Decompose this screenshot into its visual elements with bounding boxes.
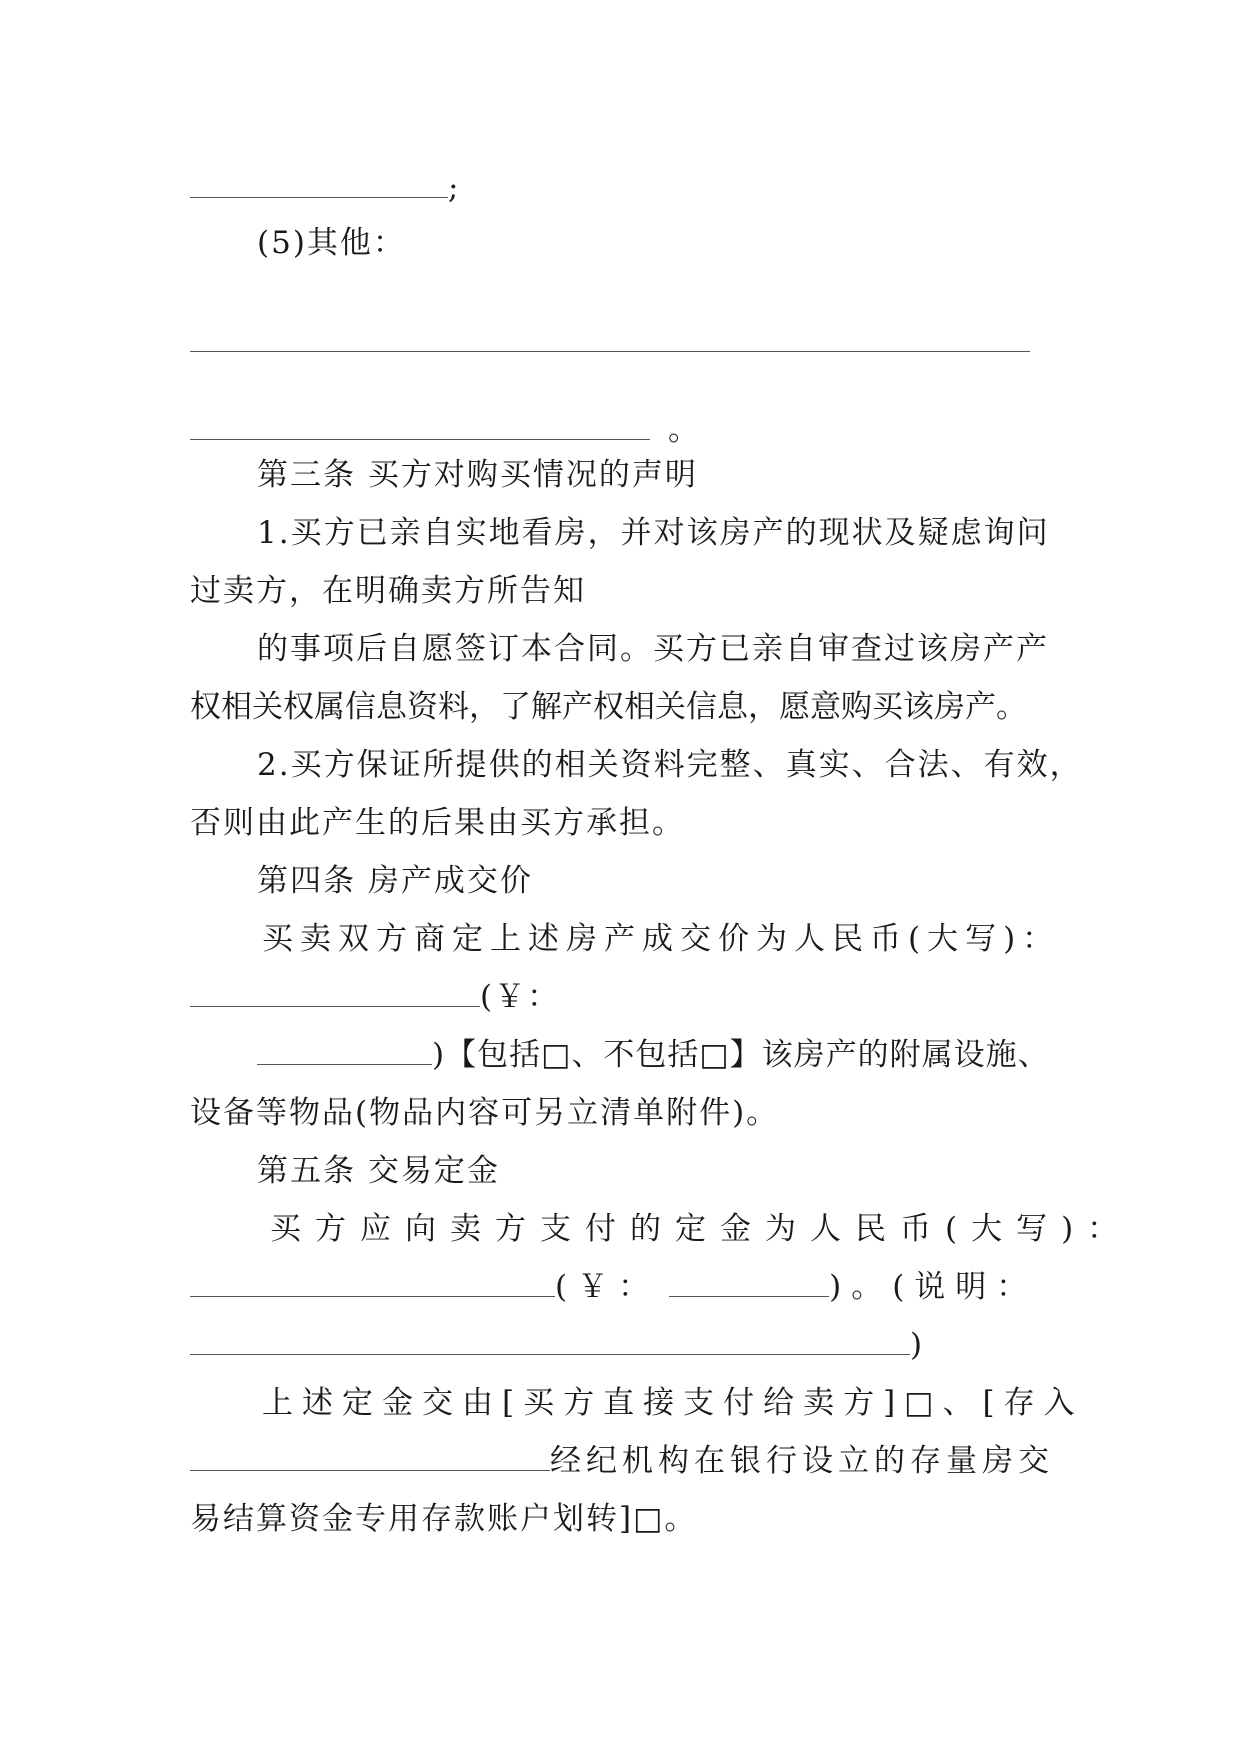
line-blank-period: 。 — [190, 410, 1060, 450]
article-3-para: 权相关权属信息资料，了解产权相关信息，愿意购买该房产。 — [190, 689, 1027, 725]
fill-blank[interactable] — [257, 1036, 432, 1065]
article-4-para: 设备等物品(物品内容可另立清单附件)。 — [190, 1095, 780, 1131]
fill-blank[interactable] — [190, 1326, 910, 1355]
article-3-para: 的事项后自愿签订本合同。买方已亲自审查过该房产产 — [257, 631, 1049, 667]
article-4-para: 买卖双方商定上述房产成交价为人民币(大写)： — [262, 921, 1061, 957]
article-3-para: 2.买方保证所提供的相关资料完整、真实、合法、有效， — [257, 747, 1083, 783]
fill-blank[interactable] — [190, 169, 448, 198]
article-3-para: 1.买方已亲自实地看房，并对该房产的现状及疑虑询问 — [257, 515, 1050, 551]
line-blank-full — [190, 322, 1060, 362]
article-5-para: 经纪机构在银行设立的存量房交 — [190, 1441, 1060, 1481]
item-5-other: (5)其他： — [257, 225, 406, 261]
fill-blank[interactable] — [190, 978, 480, 1007]
fill-blank[interactable] — [669, 1268, 829, 1297]
fill-blank[interactable] — [190, 1268, 555, 1297]
fill-blank[interactable] — [190, 323, 1030, 352]
article-5-para: 易结算资金专用存款账户划转]□。 — [190, 1501, 698, 1537]
article-5-title: 第五条 交易定金 — [257, 1153, 500, 1189]
article-5-para: 买方应向卖方支付的定金为人民币(大写)： — [270, 1211, 1133, 1247]
article-3-para: 否则由此产生的后果由买方承担。 — [190, 805, 685, 841]
article-3-title: 第三条 买方对购买情况的声明 — [257, 457, 698, 493]
article-3-para: 过卖方，在明确卖方所告知 — [190, 573, 586, 609]
article-5-note-line: ) — [190, 1325, 1060, 1365]
article-5-amount-line: (￥： )。(说明： — [190, 1267, 1060, 1307]
article-5-para: 上述定金交由[买方直接支付给卖方]□、[存入 — [262, 1385, 1084, 1421]
line-blank-semicolon: ; — [190, 168, 1060, 208]
article-4-para: )【包括□、不包括□】该房产的附属设施、 — [257, 1035, 1127, 1075]
article-4-title: 第四条 房产成交价 — [257, 863, 533, 899]
fill-blank[interactable] — [190, 411, 650, 440]
fill-blank[interactable] — [190, 1442, 550, 1471]
article-4-price-line: (￥： — [190, 977, 1060, 1017]
